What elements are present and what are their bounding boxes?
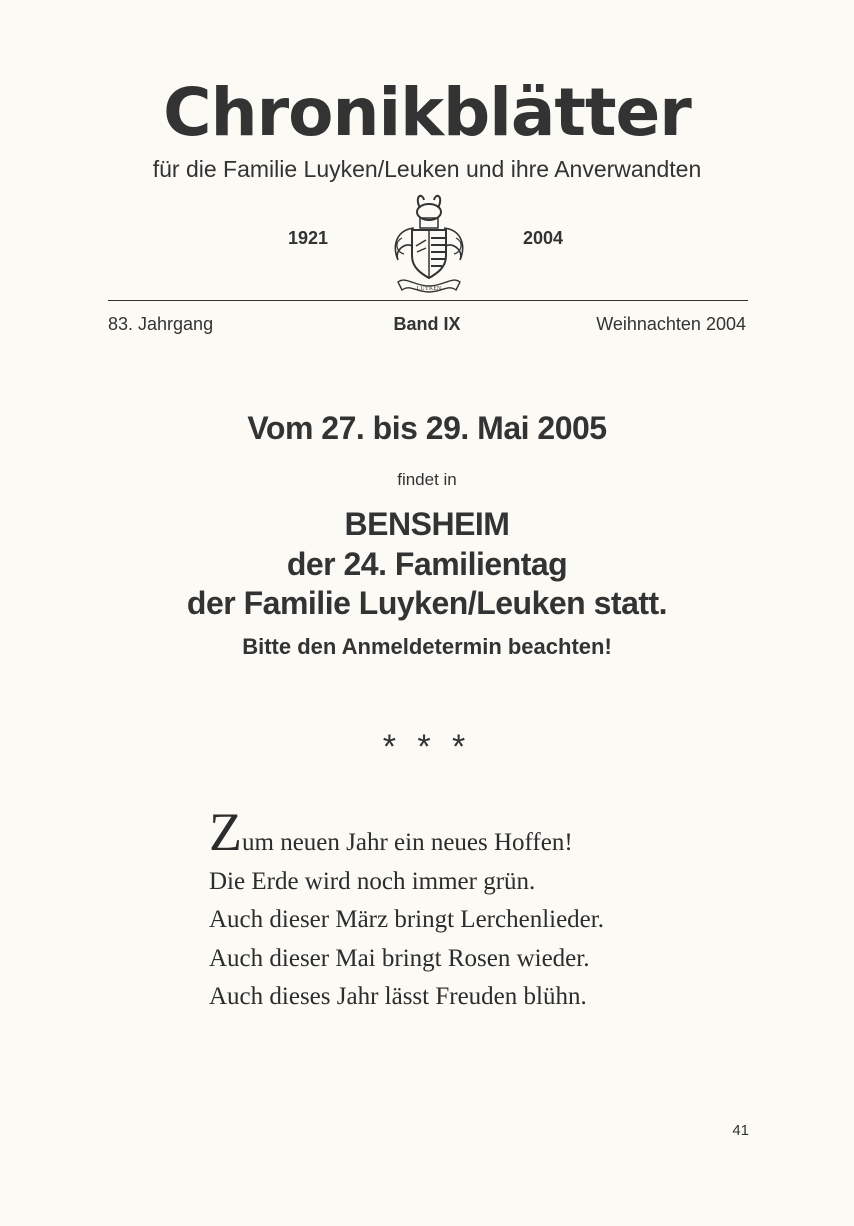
poem-line: Die Erde wird noch immer grün. — [209, 867, 536, 895]
poem — [209, 802, 604, 1017]
announcement-location: BENSHEIM — [344, 506, 510, 542]
volume-year: 83. Jahrgang — [108, 314, 214, 334]
page-title: Chronikblätter — [163, 74, 691, 151]
poem-line: Auch dieser März bringt Lerchenlieder. — [209, 906, 604, 933]
page-subtitle: für die Familie Luyken/Leuken und ihre Anverwandten — [152, 156, 702, 182]
section-separator: * * * — [382, 728, 472, 766]
year-end: 2004 — [523, 228, 564, 248]
year-start: 1921 — [288, 228, 329, 248]
poem-line: Auch dieses Jahr lässt Freuden blühn. — [209, 983, 587, 1010]
announcement-headline: Vom 27. bis 29. Mai 2005 — [247, 410, 607, 446]
poem-line — [209, 802, 604, 863]
family-crest-icon — [384, 190, 474, 296]
poem-line-rest: um neuen Jahr ein neues Hoffen! — [242, 829, 573, 856]
announcement-note: Bitte den Anmeldetermin beachten! — [242, 634, 612, 659]
poem-line: Auch dieser Mai bringt Rosen wieder. — [209, 944, 590, 972]
header-divider — [108, 300, 748, 301]
announcement-event: der 24. Familientag — [286, 546, 568, 582]
page-number: 41 — [732, 1122, 749, 1139]
edition-label: Weihnachten 2004 — [596, 314, 746, 334]
band-label: Band IX — [393, 314, 461, 334]
crest-motto: LUYKEN — [416, 286, 442, 292]
poem-dropcap: Z — [209, 802, 242, 862]
announcement-family: der Familie Luyken/Leuken statt. — [186, 585, 668, 621]
announcement-findet: findet in — [397, 470, 457, 489]
